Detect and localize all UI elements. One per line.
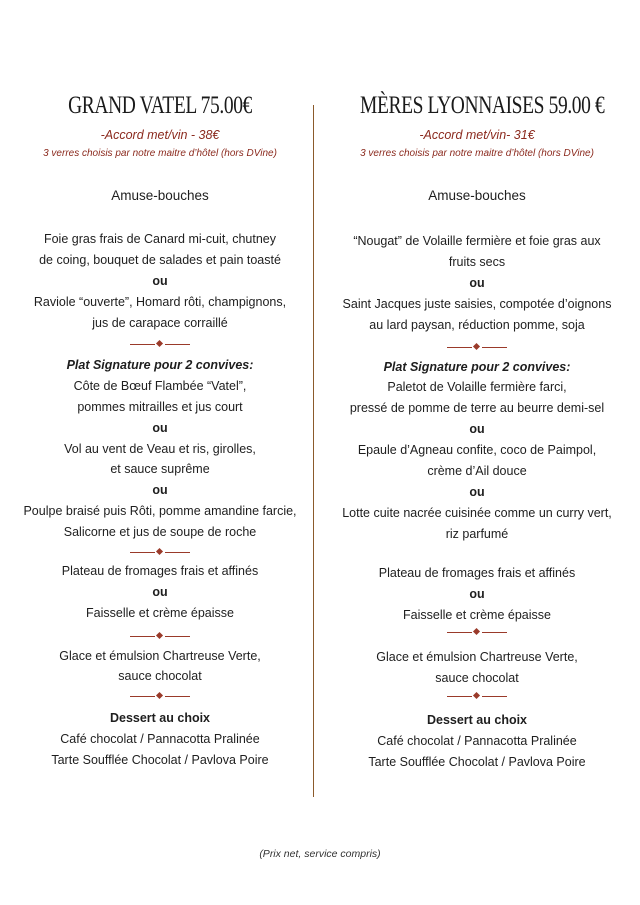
entree-2-line-1: Raviole “ouverte”, Homard rôti, champignons, [33,295,287,309]
cheese-plate: Plateau de fromages frais et affinés [378,566,576,580]
wine-note: 3 verres choisis par notre maitre d’hôtel (hors DVine) [360,148,594,159]
dessert-line-2: Tarte Soufflée Chocolat / Pavlova Poire [51,753,269,767]
plat-3-line-1: Poulpe braisé puis Rôti, pomme amandine farcie, [23,504,297,518]
menu-title: MÈRES LYONNAISES 59.00 € [360,92,605,119]
or-label: ou [152,421,168,435]
wine-pairing: -Accord met/vin- 31€ [419,128,535,142]
dessert-heading: Dessert au choix [426,713,528,727]
or-label: ou [469,587,485,601]
or-label: ou [152,585,168,599]
separator-ornament [130,340,190,348]
entree-1-line-2: de coing, bouquet de salades et pain toasté [39,253,281,267]
separator-ornament [130,548,190,556]
plat-2-line-1: Epaule d’Agneau confite, coco de Paimpol, [357,443,597,457]
plat-1-line-1: Paletot de Volaille fermière farci, [387,380,567,394]
separator-ornament [447,343,507,351]
or-label: ou [469,276,485,290]
entree-1-line-1: Foie gras frais de Canard mi-cuit, chutney [43,232,277,246]
or-label: ou [152,483,168,497]
or-label: ou [469,485,485,499]
glace-line-2: sauce chocolat [118,669,202,683]
plat-1-line-1: Côte de Bœuf Flambée “Vatel”, [73,379,247,393]
dessert-line-1: Café chocolat / Pannacotta Pralinée [60,732,260,746]
plat-3-line-1: Lotte cuite nacrée cuisinée comme un curry vert, [342,506,612,520]
dessert-heading: Dessert au choix [109,711,211,725]
separator-ornament [447,628,507,636]
glace-line-2: sauce chocolat [435,671,519,685]
plat-2-line-2: crème d’Ail douce [427,464,527,478]
or-label: ou [152,274,168,288]
entree-2-line-2: jus de carapace corraillé [92,316,228,330]
column-divider [313,105,314,797]
glace-line-1: Glace et émulsion Chartreuse Verte, [59,649,261,663]
menu-title: GRAND VATEL 75.00€ [68,92,252,119]
plat-3-line-2: Salicorne et jus de soupe de roche [63,525,257,539]
faisselle: Faisselle et crème épaisse [403,608,551,622]
entree-2-line-2: au lard paysan, réduction pomme, soja [369,318,585,332]
cheese-plate: Plateau de fromages frais et affinés [61,564,259,578]
plat-3-line-2: riz parfumé [445,527,509,541]
price-footnote: (Prix net, service compris) [259,848,381,860]
plat-1-line-2: pommes mitrailles et jus court [77,400,243,414]
glace-line-1: Glace et émulsion Chartreuse Verte, [376,650,578,664]
entree-1-line-1: “Nougat” de Volaille fermière et foie gras aux [353,234,601,248]
dessert-line-2: Tarte Soufflée Chocolat / Pavlova Poire [368,755,586,769]
separator-ornament [130,692,190,700]
wine-note: 3 verres choisis par notre maitre d’hôtel (hors DVine) [43,148,277,159]
plat-2-line-2: et sauce suprême [110,462,210,476]
or-label: ou [469,422,485,436]
entree-1-line-2: fruits secs [448,255,506,269]
amuse-bouches: Amuse-bouches [428,188,526,203]
dessert-line-1: Café chocolat / Pannacotta Pralinée [377,734,577,748]
plat-1-line-2: pressé de pomme de terre au beurre demi-sel [349,401,605,415]
separator-ornament [130,632,190,640]
amuse-bouches: Amuse-bouches [111,188,209,203]
separator-ornament [447,692,507,700]
plat-2-line-1: Vol au vent de Veau et ris, girolles, [64,442,256,456]
entree-2-line-1: Saint Jacques juste saisies, compotée d’oignons [342,297,612,311]
signature-heading: Plat Signature pour 2 convives: [66,358,254,372]
wine-pairing: -Accord met/vin - 38€ [100,128,220,142]
signature-heading: Plat Signature pour 2 convives: [383,360,571,374]
faisselle: Faisselle et crème épaisse [86,606,234,620]
